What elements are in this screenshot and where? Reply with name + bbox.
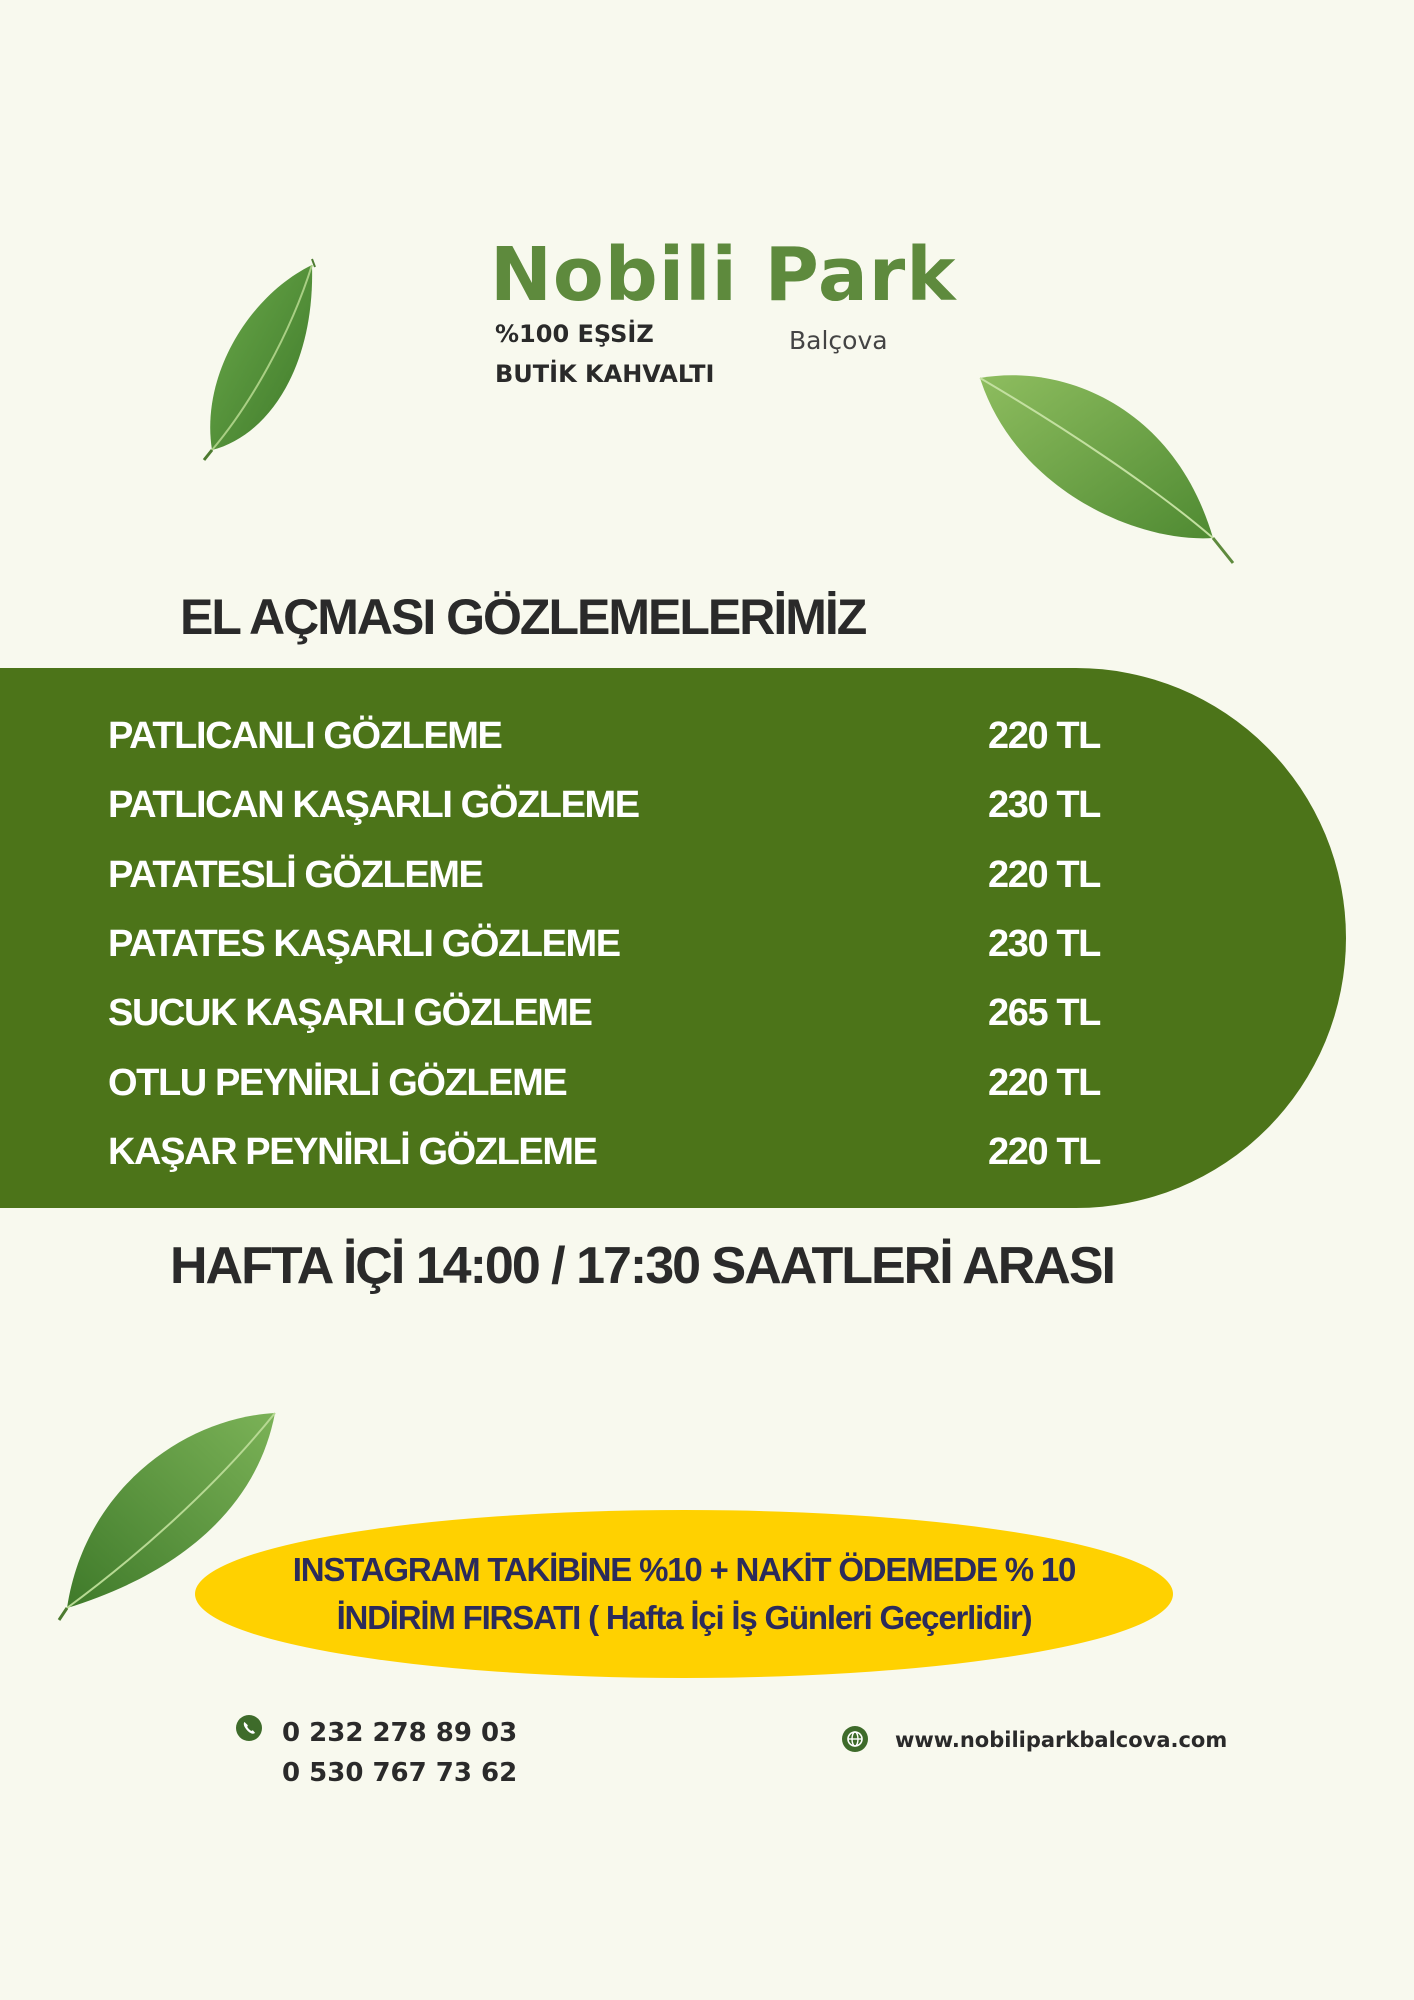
menu-item-name: PATLICAN KAŞARLI GÖZLEME bbox=[108, 784, 639, 827]
website-link[interactable]: www.nobiliparkbalcova.com bbox=[895, 1728, 1228, 1752]
menu-item bbox=[108, 702, 1108, 771]
menu-item-name: SUCUK KAŞARLI GÖZLEME bbox=[108, 992, 592, 1035]
menu-section-title: EL AÇMASI GÖZLEMELERİMİZ bbox=[180, 589, 866, 645]
menu-item-name: OTLU PEYNİRLİ GÖZLEME bbox=[108, 1061, 567, 1104]
branch-name: Balçova bbox=[789, 326, 888, 355]
leaf-decoration-top-right bbox=[975, 368, 1255, 573]
menu-item-name: PATLICANLI GÖZLEME bbox=[108, 715, 502, 758]
menu-item-price: 220 TL bbox=[988, 1130, 1100, 1173]
menu-item-price: 230 TL bbox=[988, 784, 1100, 827]
promo-line-2: İNDİRİM FIRSATI ( Hafta İçi İş Günleri Geçerlidir) bbox=[336, 1599, 1032, 1636]
brand-name: Nobili Park bbox=[490, 232, 957, 318]
menu-item-price: 230 TL bbox=[988, 923, 1100, 966]
phone-icon bbox=[236, 1715, 262, 1741]
phone-number-1[interactable]: 0 232 278 89 03 bbox=[282, 1718, 518, 1748]
globe-icon bbox=[842, 1726, 868, 1752]
menu-item bbox=[108, 1048, 1108, 1117]
tagline-line-1: %100 EŞSİZ bbox=[495, 320, 654, 348]
promo-line-1: INSTAGRAM TAKİBİNE %10 + NAKİT ÖDEMEDE % 10 bbox=[292, 1551, 1076, 1589]
menu-item-price: 220 TL bbox=[988, 853, 1100, 896]
menu-item-price: 220 TL bbox=[988, 715, 1100, 758]
menu-item-price: 265 TL bbox=[988, 992, 1100, 1035]
menu-item bbox=[108, 841, 1108, 910]
menu-item-price: 220 TL bbox=[988, 1061, 1100, 1104]
menu-item bbox=[108, 910, 1108, 979]
menu-item bbox=[108, 1118, 1108, 1187]
promo-badge bbox=[195, 1510, 1173, 1678]
phone-number-2[interactable]: 0 530 767 73 62 bbox=[282, 1758, 518, 1788]
service-hours: HAFTA İÇİ 14:00 / 17:30 SAATLERİ ARASI bbox=[170, 1237, 1114, 1295]
tagline-line-2: BUTİK KAHVALTI bbox=[495, 360, 715, 388]
menu-item-name: KAŞAR PEYNİRLİ GÖZLEME bbox=[108, 1130, 597, 1173]
menu-item-name: PATATESLİ GÖZLEME bbox=[108, 853, 483, 896]
menu-item bbox=[108, 771, 1108, 840]
menu-item bbox=[108, 979, 1108, 1048]
leaf-decoration-top-left bbox=[190, 255, 330, 470]
menu-item-name: PATATES KAŞARLI GÖZLEME bbox=[108, 923, 620, 966]
menu-list bbox=[108, 702, 1108, 1187]
